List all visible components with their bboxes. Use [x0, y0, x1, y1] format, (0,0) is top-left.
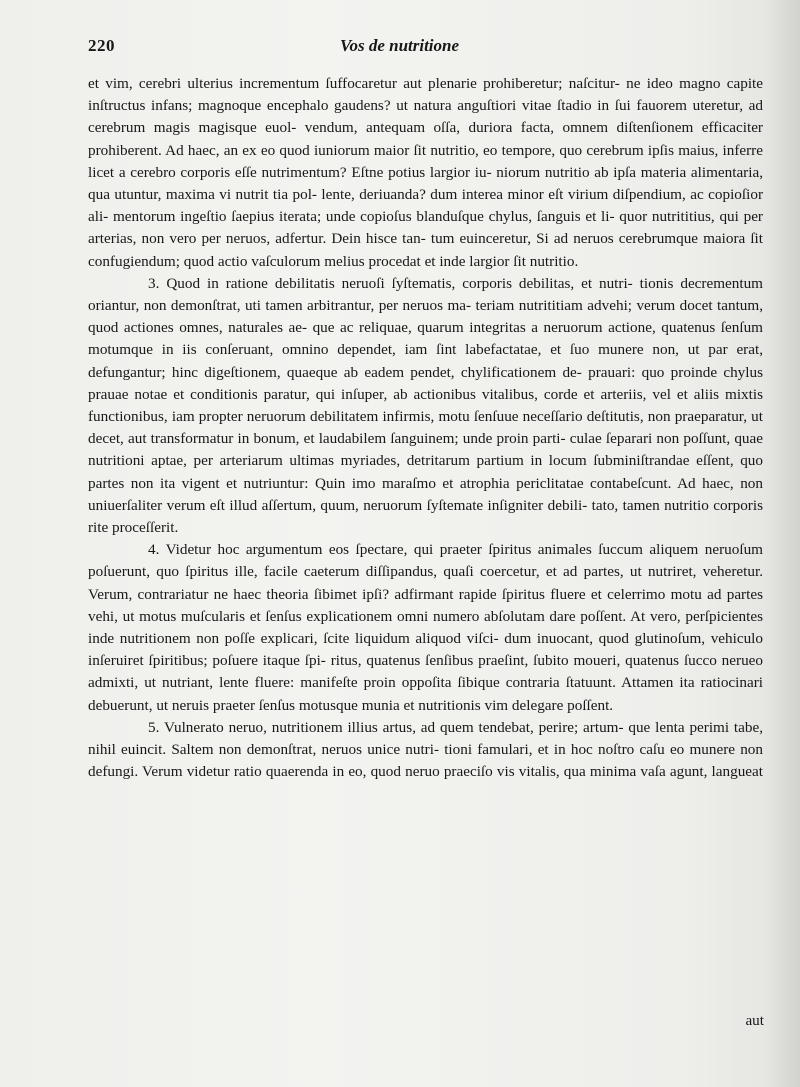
paragraph-5: 5. Vulnerato neruo, nutritionem illius artus, ad quem tendebat, perire; artum- que lenta perimi tabe, nihil euincit. Saltem non demonſtrat, neruos unice nutri- tioni famulari, et in hoc noſtro caſu eo munere non defungi. Verum videtur ratio quaerenda in eo, quod neruo praeciſo vis vitalis, qua minima vaſa agunt, langueat [88, 718, 763, 781]
catchword: aut [745, 1012, 764, 1029]
running-head [88, 36, 758, 62]
page-number: 220 [88, 36, 115, 55]
running-title: Vos de nutritione [340, 36, 460, 55]
paragraph-4: 4. Videtur hoc argumentum eos ſpectare, qui praeter ſpiritus animales ſuccum aliquem neruoſum poſuerunt, quo ſpiritus ille, facile caeterum diſſipandus, quaſi coercetur, et ad partes, ut nutriret, veheretur. Verum, contrariatur ne haec theoria ſibimet ipſi? adfirmant rapide ſpiritus fluere et celerrimo motu ad partes vehi, ut motus muſcularis et ſenſus explicationem omni numero abſolutam dare poſſent. At vero, perſpicientes inde nutritionem non poſſe explicari, ſcite liquidum aliquod viſci- dum inuocant, quod glutinoſum, vehiculo inſeruiret ſpiritibus; poſuere itaque ſpi- ritus, quatenus ſenſibus praeſint, ſubito moueri, quatenus ſucco nerueo admixti, ut nutriant, lente fluere: manifeſte proin oppoſita ſibique contraria ſtatuunt. Attamen ita ratiocinari debuerunt, ut neruis praeter ſenſus motusque munia et nutritionis vim delegare poſſent. [88, 541, 763, 714]
paragraph-3: 3. Quod in ratione debilitatis neruoſi ſyſtematis, corporis debilitas, et nutri- tionis decrementum oriantur, non demonſtrat, uti tamen arbitrantur, per neruos ma- teriam nutrititiam advehi; verum docet tantum, quod actiones omnes, naturales ae- que ac reliquae, quarum integritas a neruorum actione, quatenus ſenſum motumque in iis conſeruant, omnino dependet, iam ſint labefactatae, et ſuo munere non, ut par erat, defungantur; hinc digeſtionem, quaeque ab eadem pendet, chylificationem de- prauari: quo proinde chylus prauae notae et conditionis paratur, qui inſuper, ab actionibus vitalibus, corde et arteriis, vel et aliis mixtis functionibus, iam propter neruorum debilitatem infirmis, motu ſenſuue neceſſario deſtitutis, non praeparatur, ut decet, aut transformatur in bonum, et laudabilem ſanguinem; unde proin parti- culae ſeparari non poſſunt, quae nutritioni aptae, per arteriarum ultimas myriades, detritarum partium in locum ſubminiſtrandae eſſent, quo partes non ita vigent et nutriuntur: Quin imo maraſmo et atrophia periclitatae contabeſcunt. Ad haec, non uniuerſaliter verum eſt illud aſſertum, quum, neruorum ſyſtemate inſigniter debili- tato, tamen nutritio corporis rite proceſſerit. [88, 274, 763, 537]
body-text [88, 73, 763, 784]
paragraph-continuation: et vim, cerebri ulterius incrementum ſuffocaretur aut plenarie prohiberetur; naſcitur- ne ideo magno capite inſtructus infans; magnoque encephalo gaudens? ut natura anguſtiori vitae ſtadio in ſui fauorem uteretur, ad cerebrum magis magisque euol- vendum, antequam oſſa, duriora facta, omnem diſtenſionem efficaciter prohiberent. Ad haec, an ex eo quod iuniorum maior ſit nutritio, eo tempore, quo cerebrum ipſis maius, inferre licet a cerebro corporis eſſe nutrimentum? Eſtne potius largior iu- niorum nutritio ab ipſa materia alimentaria, qua utuntur, maxima vi nutrit tia pol- lente, deriuanda? dum interea minor eſt virium diſpendium, ac copioſior ali- mentorum ingeſtio ſaepius iterata; unde copioſus blanduſque chylus, ſanguis et li- quor nutrititius, qui per arterias, non vero per neruos, adfertur. Dein hisce tan- tum euinceretur, Si ad neruos cerebrumque maiora ſit confugiendum; quod actio vaſculorum melius procedat et inde largior ſit nutritio. [88, 75, 763, 270]
